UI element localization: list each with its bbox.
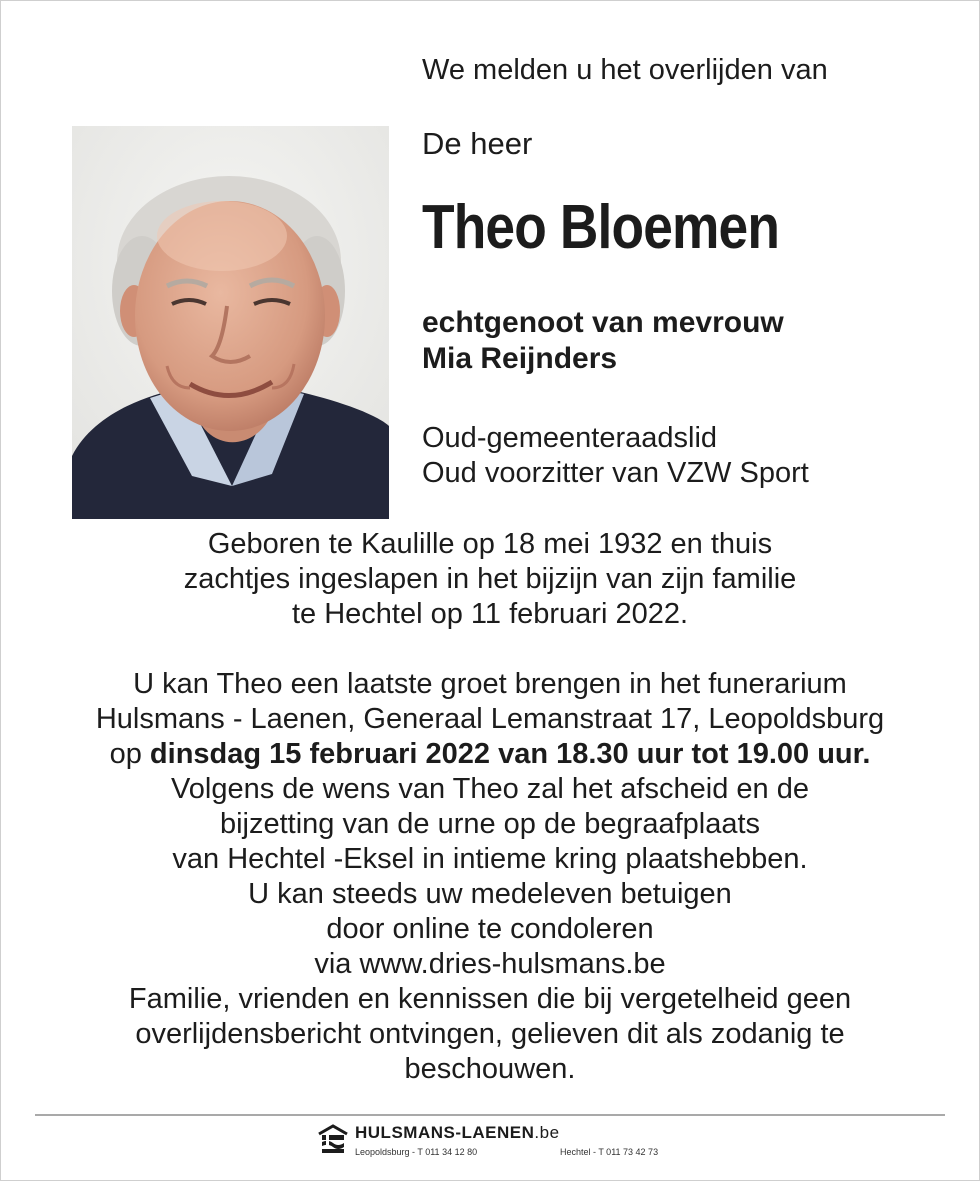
body-line: U kan Theo een laatste groet brengen in het funerarium: [133, 668, 847, 700]
brand-name: HULSMANS-LAENEN: [355, 1123, 535, 1142]
body-line: Volgens de wens van Theo zal het afscheid en de: [171, 773, 809, 805]
body-line: bijzetting van de urne op de begraafplaats: [219, 808, 761, 840]
body-line: te Hechtel op 11 februari 2022.: [291, 598, 689, 630]
spouse-block: [422, 305, 784, 377]
paragraph-spacer: [0, 632, 980, 667]
visit-date-line: [0, 737, 980, 772]
body-line: door online te condoleren: [326, 913, 654, 945]
body-line: beschouwen.: [404, 1053, 576, 1085]
visit-date: dinsdag 15 februari 2022 van 18.30 uur tot 19.00 uur.: [149, 738, 871, 770]
role-line: Oud voorzitter van VZW Sport: [422, 457, 809, 489]
website-line: via www.dries-hulsmans.be: [314, 948, 666, 980]
visit-date-prefix: op: [109, 738, 150, 770]
contact-hechtel: Hechtel - T 011 73 42 73: [560, 1147, 659, 1157]
role-line: Oud-gemeenteraadslid: [422, 422, 718, 454]
portrait-illustration: [72, 126, 389, 519]
funeral-home-logo-icon: [316, 1122, 350, 1156]
funeral-home-brand: [355, 1122, 560, 1144]
announcement-body: [0, 527, 980, 1087]
deceased-name: Theo Bloemen: [422, 193, 780, 262]
body-line: zachtjes ingeslapen in het bijzijn van zijn familie: [183, 563, 797, 595]
body-line: U kan steeds uw medeleven betuigen: [248, 878, 732, 910]
title-prefix: De heer: [422, 126, 533, 161]
body-line: Familie, vrienden en kennissen die bij vergetelheid geen: [128, 983, 852, 1015]
portrait-photo: [72, 126, 389, 519]
footer-divider: [35, 1114, 945, 1116]
spouse-line-1: echtgenoot van mevrouw: [422, 306, 784, 339]
body-line: overlijdensbericht ontvingen, gelieven dit als zodanig te: [135, 1018, 845, 1050]
brand-tld: .be: [534, 1123, 560, 1142]
body-line: van Hechtel -Eksel in intieme kring plaatshebben.: [172, 843, 808, 875]
intro-text: We melden u het overlijden van: [422, 54, 828, 86]
roles-block: [422, 421, 809, 491]
body-line: Geboren te Kaulille op 18 mei 1932 en thuis: [207, 528, 773, 560]
contact-leopoldsburg: Leopoldsburg - T 011 34 12 80: [355, 1147, 478, 1157]
body-line: Hulsmans - Laenen, Generaal Lemanstraat 17, Leopoldsburg: [95, 703, 885, 735]
spouse-line-2: Mia Reijnders: [422, 342, 618, 375]
